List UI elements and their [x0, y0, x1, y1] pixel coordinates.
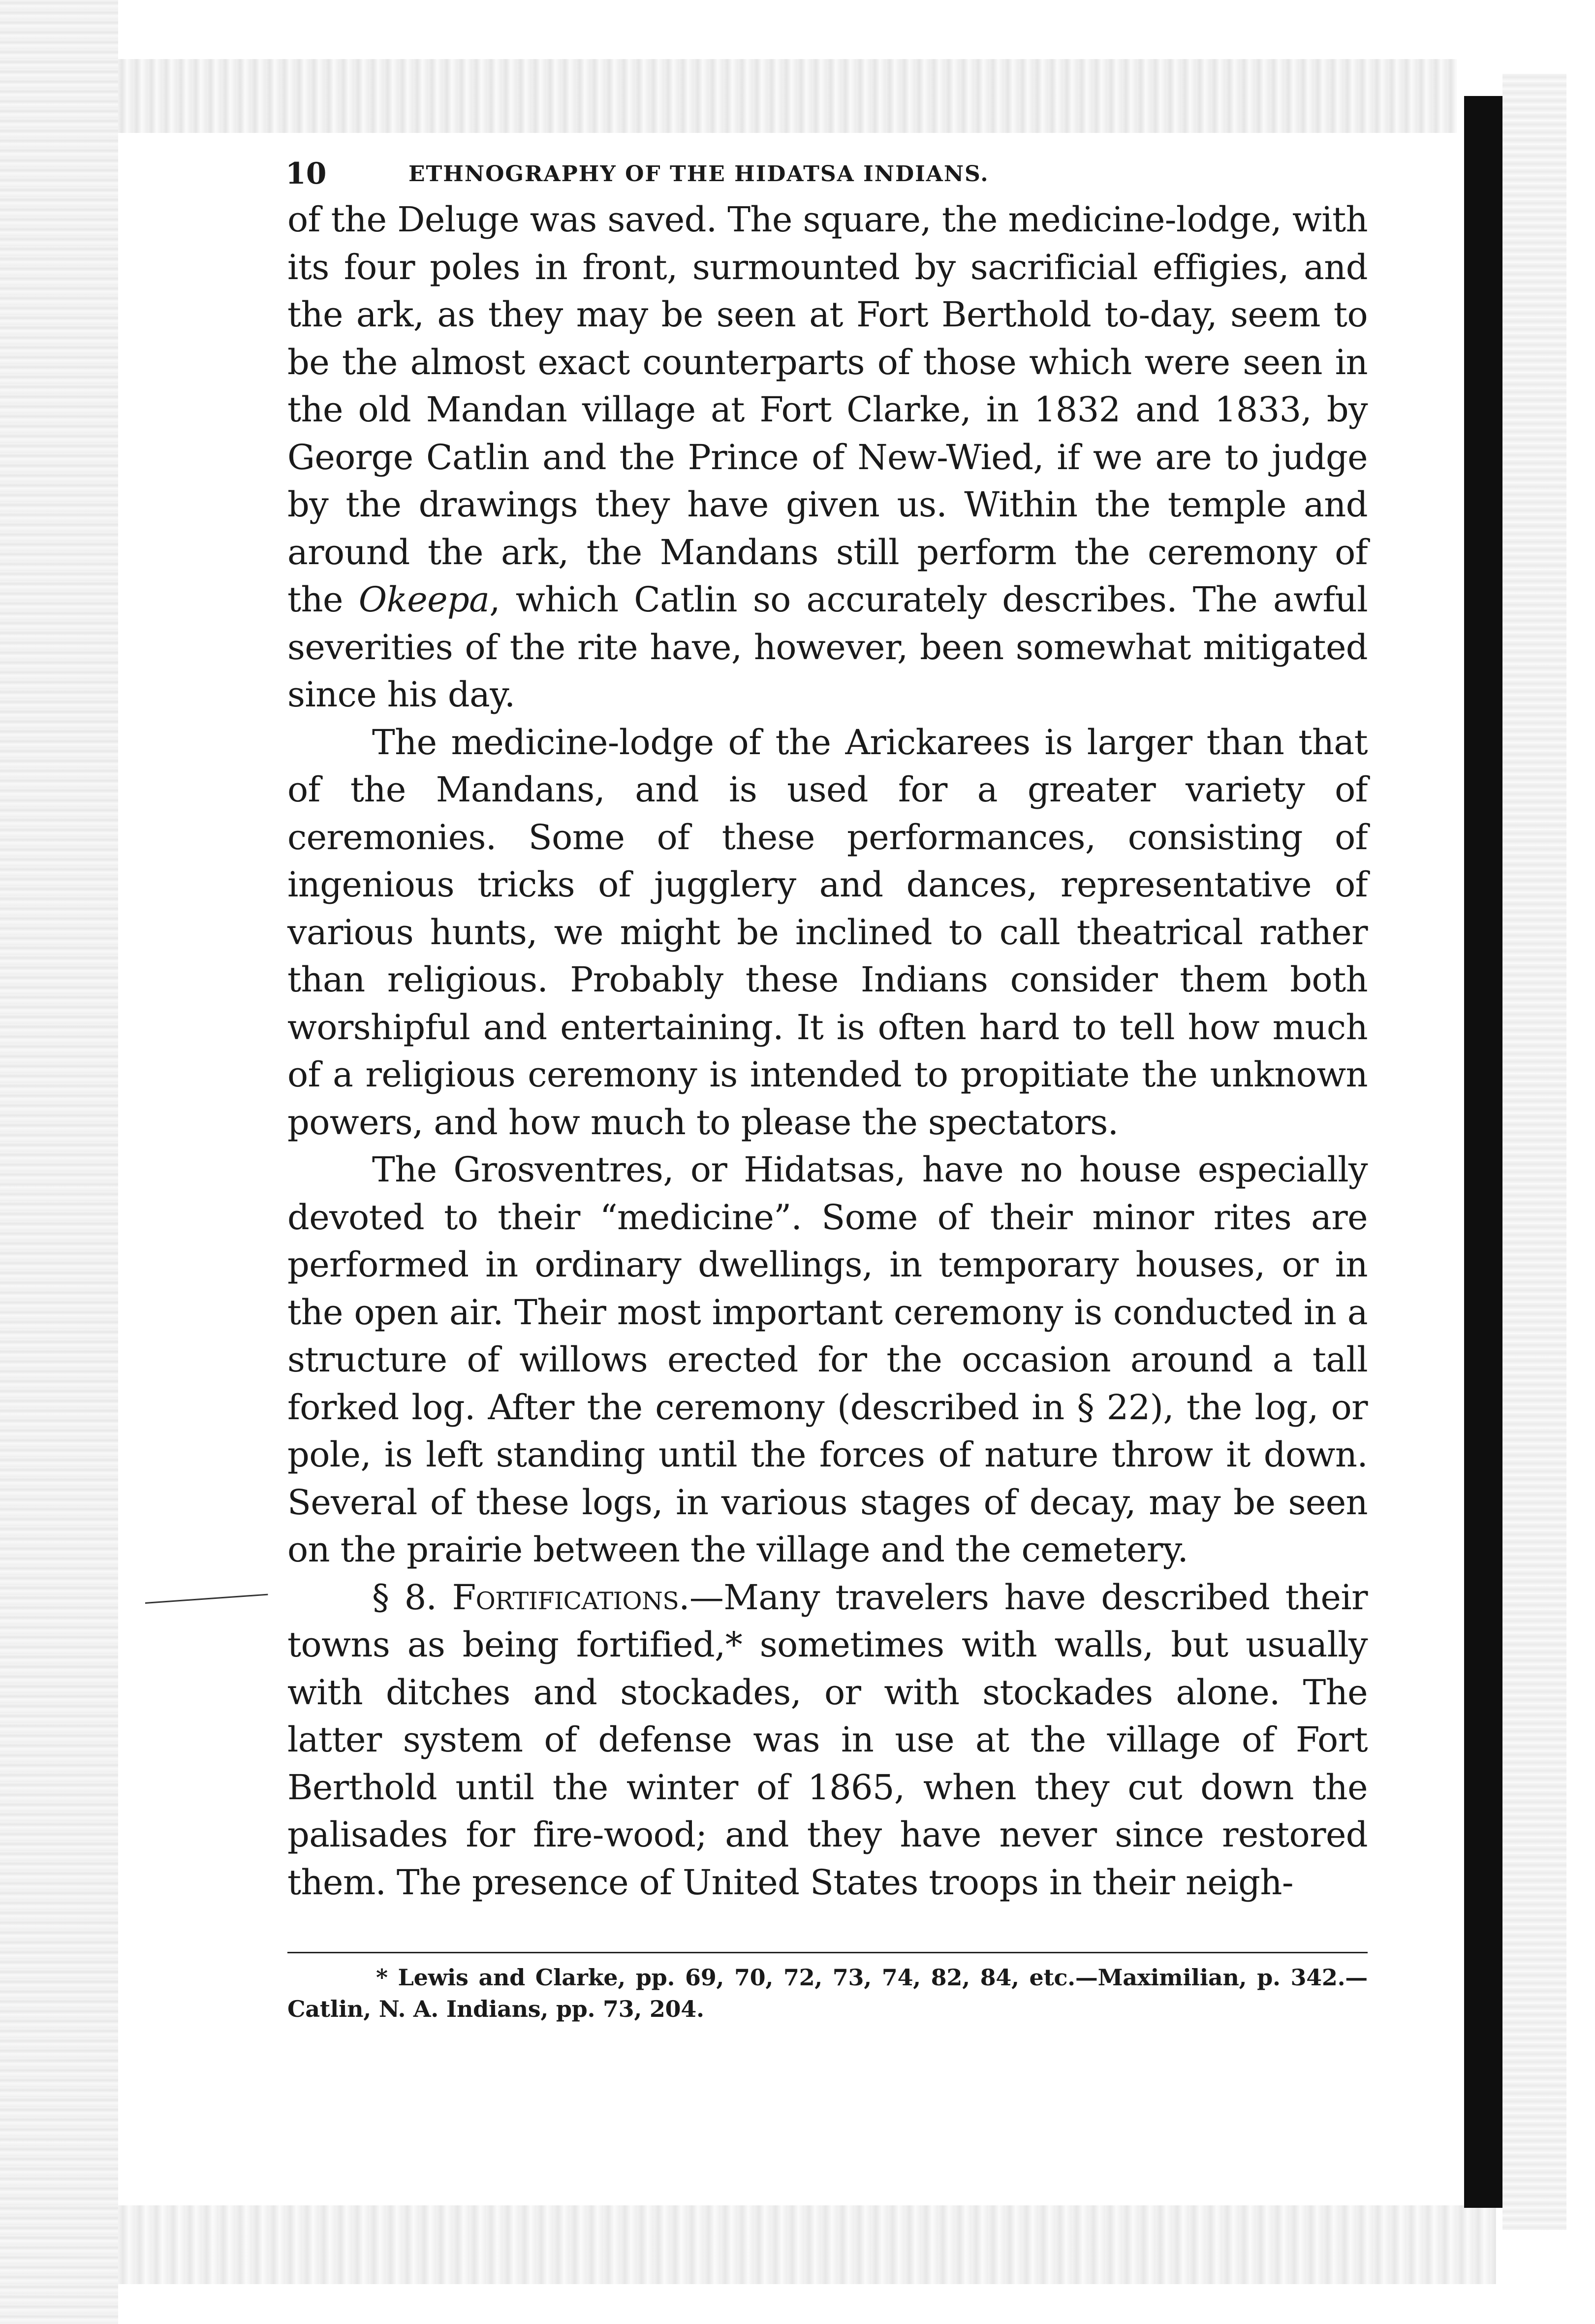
scan-top-edge: [118, 59, 1457, 133]
section-heading: Fortifications.: [452, 1577, 689, 1618]
body-text: [287, 196, 1368, 1906]
running-head: [285, 157, 1373, 191]
running-title: ETHNOGRAPHY OF THE HIDATSA INDIANS.: [408, 161, 989, 187]
scan-binding-shadow: [1464, 96, 1502, 2208]
italic-term: Okeepa: [358, 579, 490, 620]
scan-right-fringe: [1502, 74, 1566, 2230]
footnote-text: * Lewis and Clarke, pp. 69, 70, 72, 73, 74, 82, 84, etc.—Maximilian, p. 342.—Catlin, N. A. Indians, pp. 73, 204.: [287, 1964, 1368, 2022]
section-number: § 8.: [372, 1577, 437, 1618]
scan-bottom-edge: [118, 2205, 1496, 2284]
paragraph-3: The Grosventres, or Hidatsas, have no house especially devoted to their “medicine”. Some of their minor rites are performed in ordinary dwellings, in temporary houses, or in the open air. Their most important ceremony is conducted in a structure of willows erected for the occasion around a tall forked log. After the ceremony (described in § 22), the log, or pole, is left standing until the forces of nature throw it down. Several of these logs, in various stages of decay, may be seen on the prairie between the village and the cemetery.: [287, 1149, 1368, 1570]
footnote-rule: [287, 1952, 1368, 1953]
footnote: [287, 1962, 1368, 2025]
paragraph-4: § 8. Fortifications.—Many travelers have described their towns as being fortified,* sometimes with walls, but usually with ditches and stockades, or with stockades alone. The latter system of defense was in use at the village of Fort Berthold until the winter of 1865, when they cut down the palisades for fire-wood; and they have never since restored them. The presence of United States troops in their neigh-: [287, 1577, 1368, 1903]
paragraph-2: The medicine-lodge of the Arickarees is larger than that of the Mandans, and is used for a greater variety of ceremonies. Some of these performances, consisting of ingenious tricks of jugglery and dances, representative of various hunts, we might be inclined to call theatrical rather than religious. Probably these Indians consider them both worshipful and entertaining. It is often hard to tell how much of a religious ceremony is intended to propitiate the unknown powers, and how much to please the spectators.: [287, 722, 1368, 1143]
paragraph-1: of the Deluge was saved. The square, the medicine-lodge, with its four poles in front, surmounted by sacrificial effigies, and the ark, as they may be seen at Fort Berthold to-day, seem to be the almost exact counterparts of those which were seen in the old Mandan village at Fort Clarke, in 1832 and 1833, by George Catlin and the Prince of New-Wied, if we are to judge by the drawings they have given us. Within the temple and around the ark, the Mandans still perform the ceremony of the Okeepa, which Catlin so accurately describes. The awful severities of the rite have, however, been somewhat mitigated since his day.: [287, 199, 1368, 715]
margin-pencil-mark: [145, 1594, 268, 1604]
scan-left-edge: [0, 0, 118, 2324]
page-number: 10: [285, 157, 327, 191]
